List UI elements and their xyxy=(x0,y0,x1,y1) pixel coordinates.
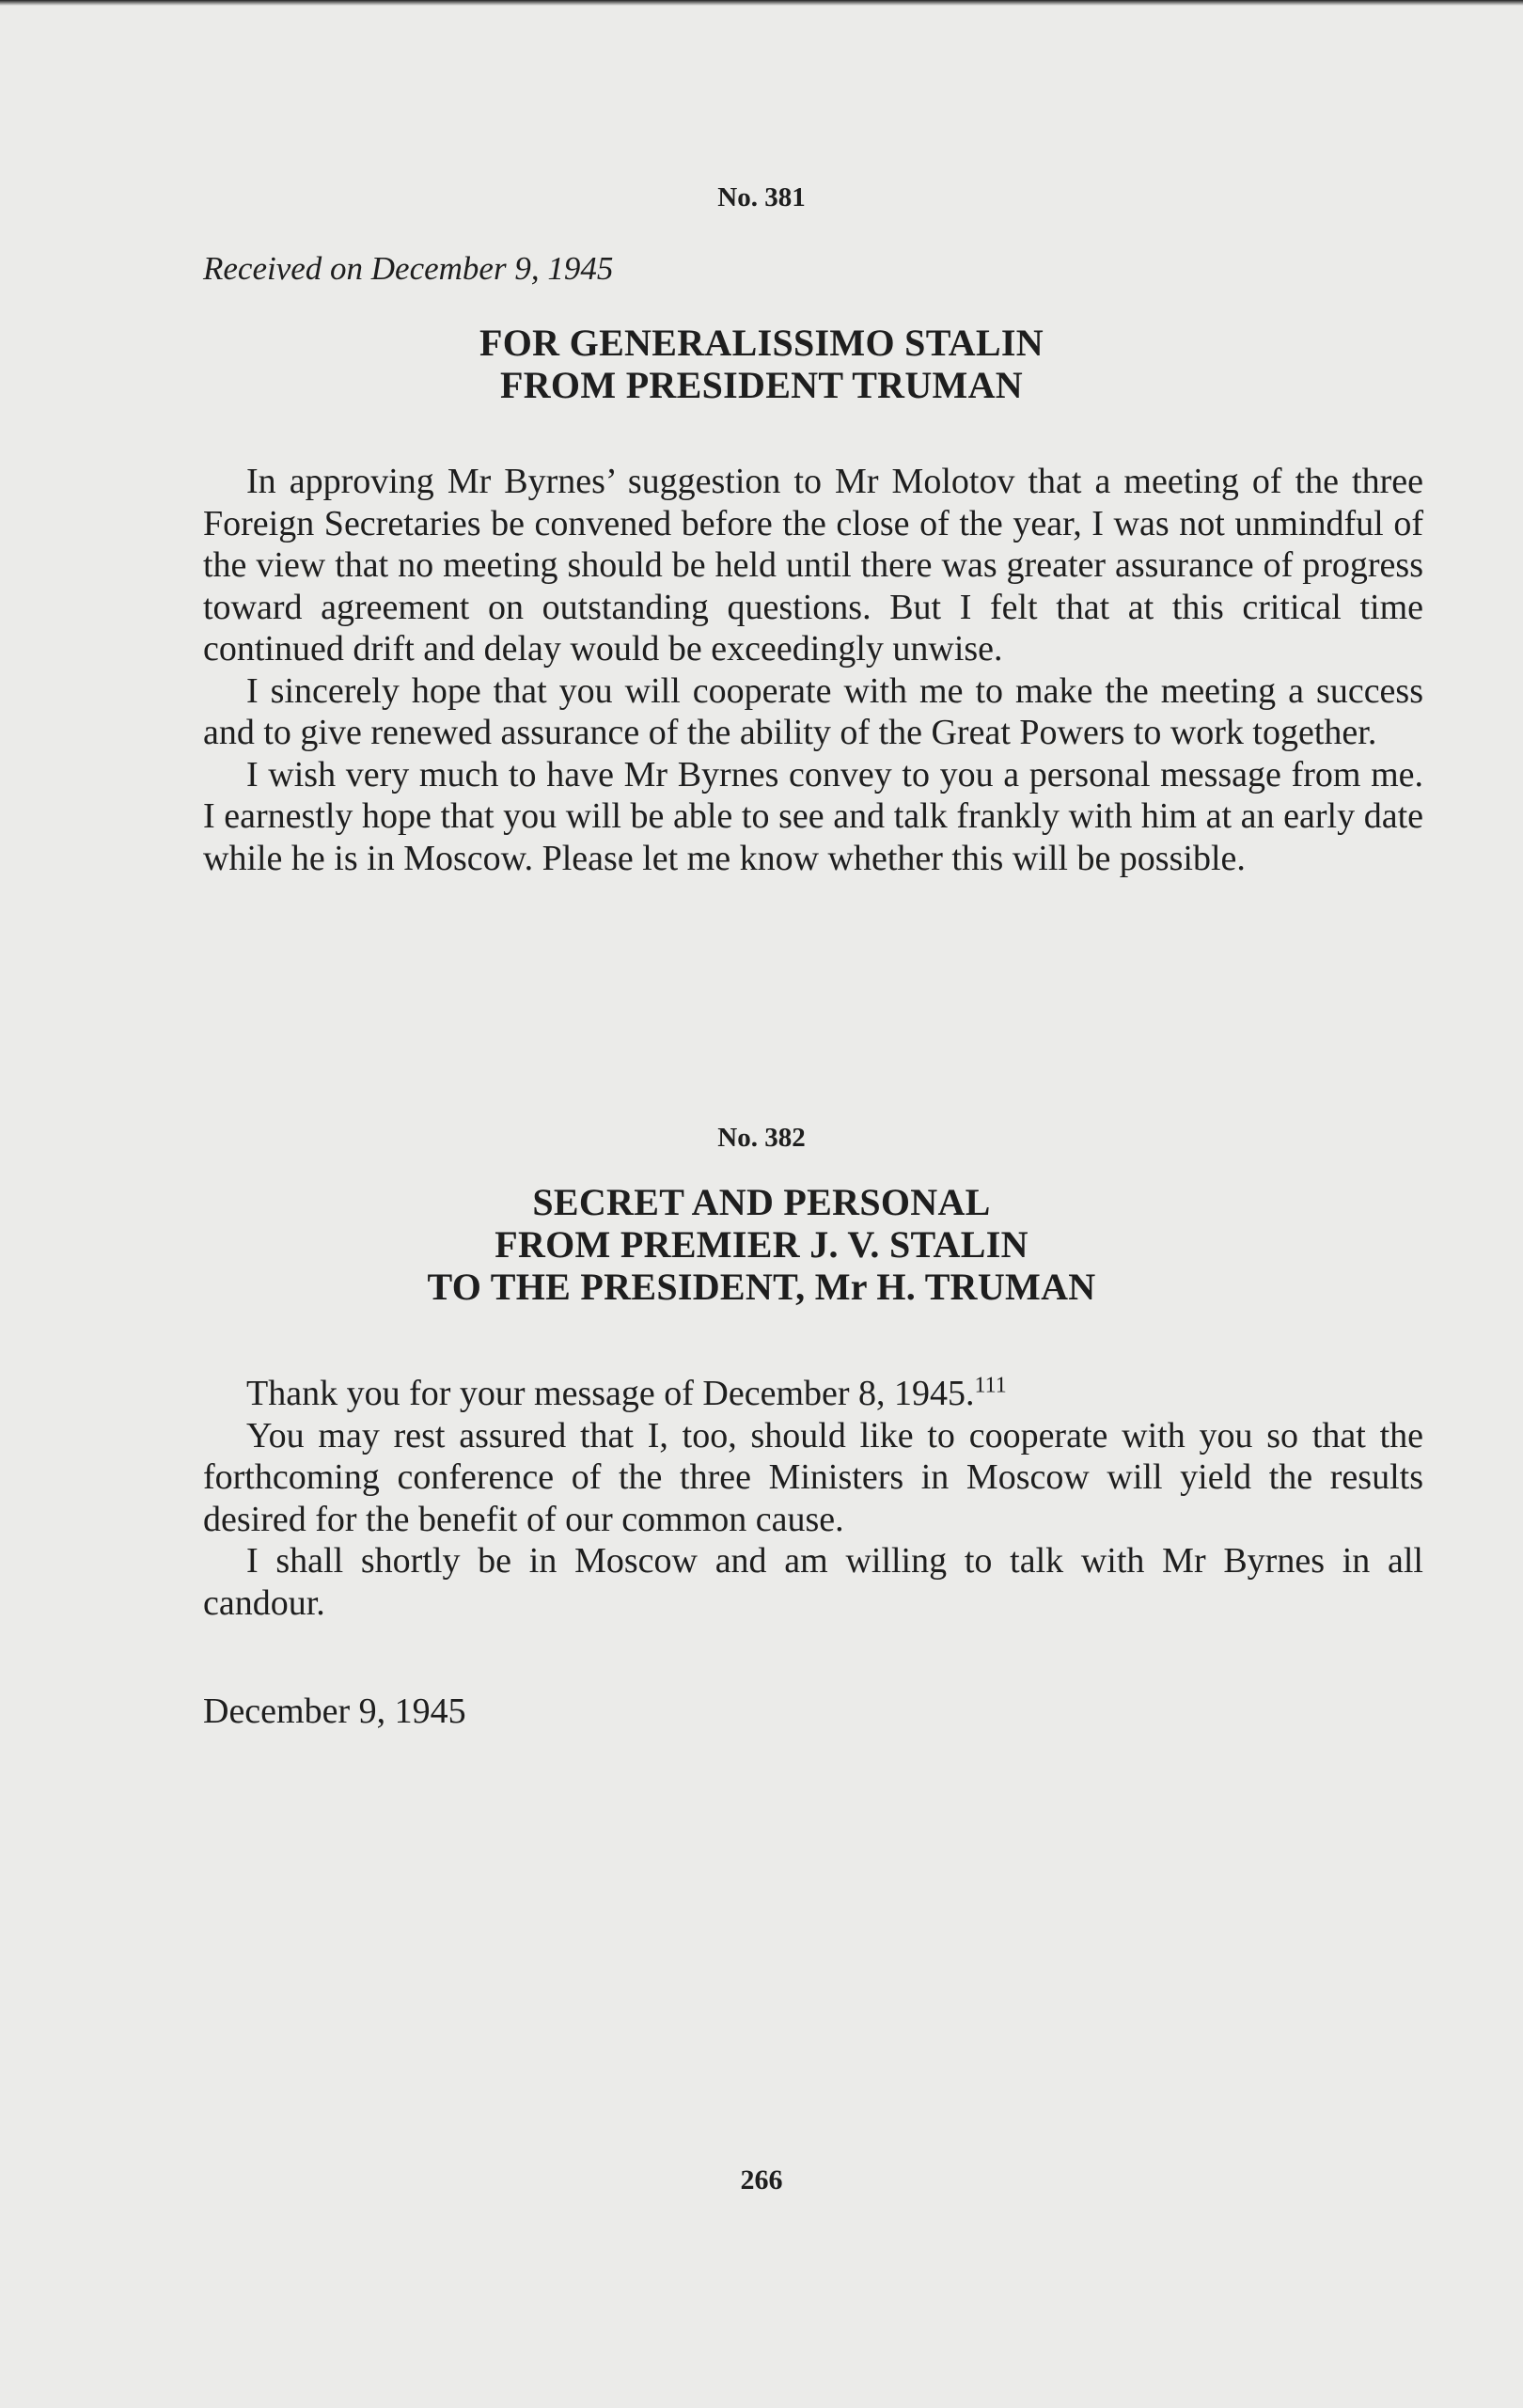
doc-382-heading-line-1: SECRET AND PERSONAL xyxy=(532,1181,991,1223)
doc-382-heading xyxy=(0,1181,1523,1308)
received-date: Received on December 9, 1945 xyxy=(203,250,614,287)
doc-381-paragraph-3: I wish very much to have Mr Byrnes convey to you a personal message from me. I earnestly hope that you will be able to see and talk frankly with him at an early date while he is in Moscow. Please let me know whether this will be possible. xyxy=(203,754,1423,878)
page-top-edge xyxy=(0,0,1523,6)
doc-381-heading xyxy=(0,322,1523,406)
doc-381-paragraph-1: In approving Mr Byrnes’ suggestion to Mr Molotov that a meeting of the three Foreign Secretaries be convened before the close of the year, I was not unmindful of the view that no meeting should be held until there was greater assurance of progress toward agreement on outstanding questions. But I felt that at this critical time continued drift and delay would be exceedingly unwise. xyxy=(203,462,1423,669)
doc-381-body xyxy=(203,461,1423,879)
doc-382-paragraph-1 xyxy=(203,1373,1423,1415)
doc-382-number: No. 382 xyxy=(717,1123,806,1153)
doc-382-date: December 9, 1945 xyxy=(203,1692,466,1731)
doc-381-paragraph-2: I sincerely hope that you will cooperate with me to make the meeting a success and to give renewed assurance of the ability of the Great Powers to work together. xyxy=(203,670,1423,752)
doc-382-heading-line-2: FROM PREMIER J. V. STALIN xyxy=(495,1223,1028,1266)
doc-382-paragraph-3: I shall shortly be in Moscow and am willing to talk with Mr Byrnes in all candour. xyxy=(203,1541,1423,1623)
page-number: 266 xyxy=(740,2164,783,2196)
doc-381-heading-line-1: FOR GENERALISSIMO STALIN xyxy=(479,322,1044,364)
footnote-ref-111: 111 xyxy=(974,1373,1007,1398)
doc-382-heading-line-3: TO THE PRESIDENT, Mr H. TRUMAN xyxy=(427,1266,1096,1308)
doc-381-number: No. 381 xyxy=(717,182,806,212)
doc-382-paragraph-1-text: Thank you for your message of December 8, 1945. xyxy=(246,1374,975,1413)
doc-382-paragraph-2: You may rest assured that I, too, should like to cooperate with you so that the forthcoming conference of the three Ministers in Moscow will yield the results desired for the benefit of our common cause. xyxy=(203,1415,1423,1539)
doc-381-heading-line-2: FROM PRESIDENT TRUMAN xyxy=(500,364,1023,406)
doc-382-body xyxy=(203,1373,1423,1624)
